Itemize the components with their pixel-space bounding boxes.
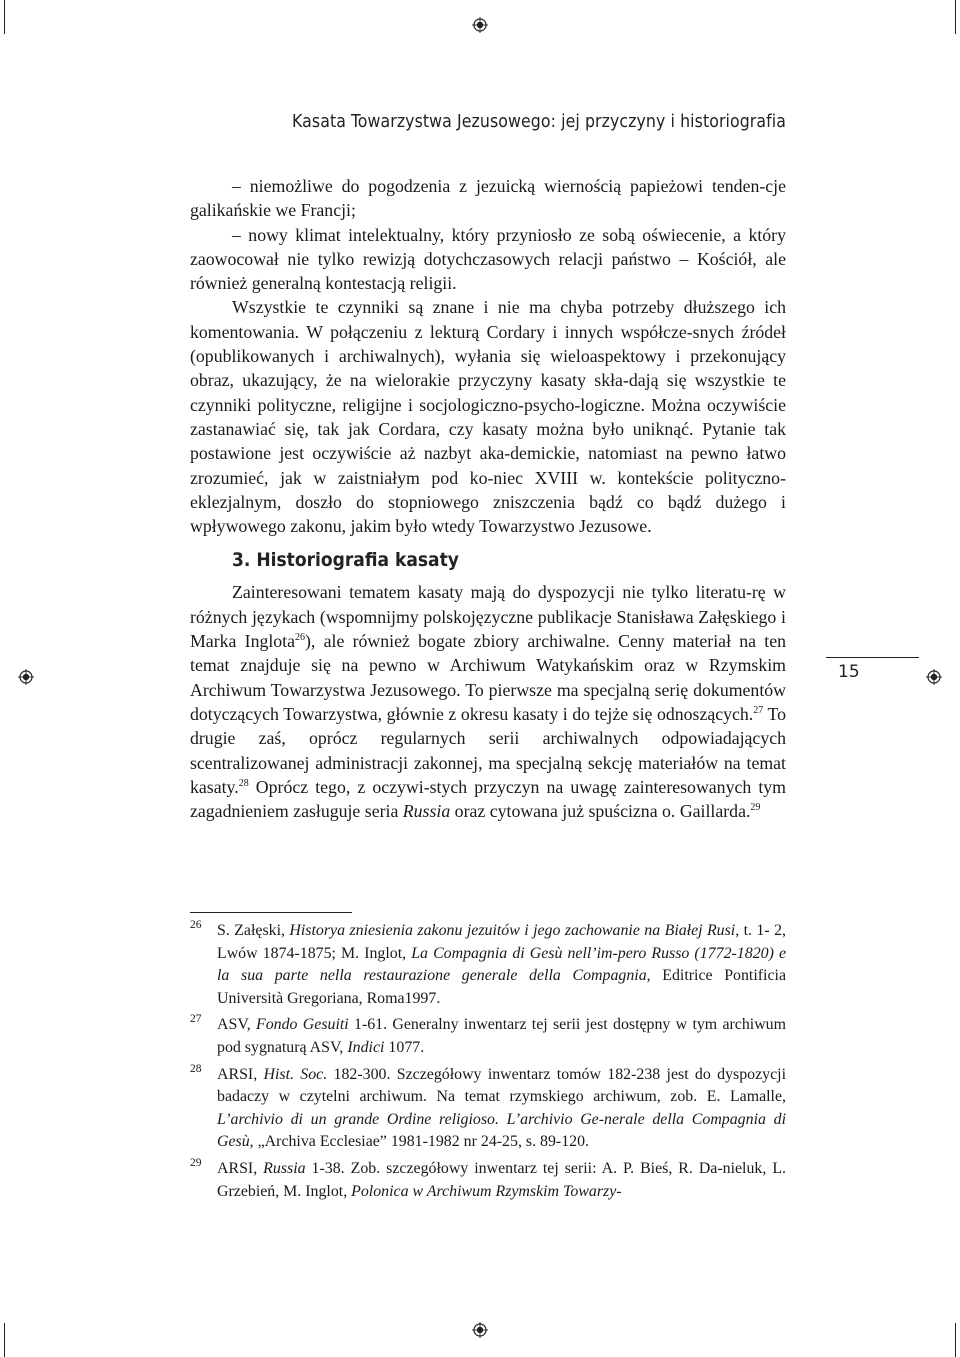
page-number: 15	[838, 662, 860, 682]
crop-line-top-right	[955, 0, 956, 34]
crop-line-bottom-right	[955, 1323, 956, 1357]
section-heading: 3. Historiografia kasaty	[232, 549, 459, 572]
footnote-separator	[190, 912, 352, 913]
running-head: Kasata Towarzystwa Jezusowego: jej przyczyny i historiografia	[292, 112, 786, 132]
crop-line-top-left	[4, 0, 5, 34]
footnote: 26 S. Załęski, Historya zniesienia zakonu jezuitów i jego zachowanie na Białej Rusi, t. 1- 2, Lwów 1874-1875; M. Inglot, La Compagnia di Gesù nell’im-pero Russo (1772-1820) e la sua parte nella restaurazione generale della Compagnia, Editrice Pontificia Università Gregoriana, Roma1997.	[190, 919, 787, 1007]
registration-mark-icon	[18, 669, 34, 685]
footnote: 28 ARSI, Hist. Soc. 182-300. Szczegółowy inwentarz tomów 182-238 jest do dyspozycji badaczy w czytelni archiwum. Na temat rzymskiego archiwum, zob. E. Lamalle, L’archivio di un grande Ordine religioso. L’archivio Ge-nerale della Compagnia di Gesù, „Archiva Ecclesiae” 1981-1982 nr 24-25, s. 89-120.	[190, 1062, 786, 1151]
body-text	[190, 174, 786, 823]
paragraph: Wszystkie te czynniki są znane i nie ma chyba potrzeby dłuższego ich komentowania. W połączeniu z lekturą Cordary i innych współcze-snych źródeł (opublikowanych i archiwalnych), wyłania się wieloaspektowy i przekonujący obraz, ukazujący, że na wielorakie przyczyny kasaty skła-dają się wszystkie te czynniki polityczne, religijne i socjologiczno-psycho-logiczne. Można oczywiście zastanawiać się, tak jak Cordara, czy kasaty można było uniknąć. Pytanie tak postawione jest oczywiście aż nazbyt aka-demickie, natomiast na pewno łatwo zrozumieć, jak w zaistniałym pod ko-niec XVIII w. kontekście polityczno-eklezjalnym, doszło do stopniowego zniszczenia bądź co bądź dużego i wpływowego zakonu, jakim było wtedy Towarzystwo Jezusowe.	[190, 297, 786, 537]
footnote-number: 28	[190, 1062, 202, 1075]
footnote-number: 29	[190, 1156, 202, 1169]
registration-mark-icon	[926, 669, 942, 685]
footnote: 27 ASV, Fondo Gesuiti 1-61. Generalny inwentarz tej serii jest dostępny w tym archiwum pod sygnaturą ASV, Indici 1077.	[190, 1013, 786, 1056]
list-item: – nowy klimat intelektualny, który przyniosło ze sobą oświecenie, a który zaowocował nie tylko rewizją dotychczasowych relacji państwo – Kościół, ale również generalną kontestacją religii.	[190, 224, 786, 294]
footnotes	[190, 920, 786, 1207]
footnote-number: 27	[190, 1013, 202, 1026]
page-number-rule	[826, 657, 919, 658]
crop-line-bottom-left	[4, 1323, 5, 1357]
footnote-ref[interactable]: 27	[753, 704, 764, 716]
paragraph: Zainteresowani tematem kasaty mają do dyspozycji nie tylko literatu-rę w różnych językach (wspomnijmy polskojęzyczne publikacje Stanisława Załęskiego i Marka Inglota$^{26}$), ale również bogate zbiory archiwalne. Cenny materiał na ten temat znajduje się na pewno w Archiwum Watykańskim oraz w Rzymskim Archiwum Towarzystwa Jezusowego. To pierwsze ma specjalną serię dokumentów dotyczących Towarzystwa, głównie z okresu kasaty i do tejże się odnoszących.$^{27}$ To drugie zaś, oprócz regularnych serii archiwalnych odpowiadających scentralizowanej administracji zakonnej, ma specjalną sekcję materiałów na temat kasaty.$^{28}$ Oprócz tego, z oczywi-stych przyczyn na uwagę zainteresowanych tym zagadnieniem zasługuje seria Russia oraz cytowana już spuścizna o. Gaillarda.$^{29}$	[190, 582, 786, 822]
registration-mark-icon	[472, 17, 488, 33]
footnote-ref[interactable]: 29	[750, 802, 761, 814]
list-item: – niemożliwe do pogodzenia z jezuicką wiernością papieżowi tenden-cje galikańskie we Francji;	[190, 176, 786, 221]
registration-mark-icon	[472, 1322, 488, 1338]
footnote-number: 26	[190, 919, 202, 931]
footnote-ref[interactable]: 28	[238, 777, 249, 789]
footnote-ref[interactable]: 26	[295, 632, 306, 644]
footnote: 29 ARSI, Russia 1-38. Zob. szczegółowy inwentarz tej serii: A. P. Bieś, R. Da-nieluk, L. Grzebień, M. Inglot, Polonica w Archiwum Rzymskim Towarzy-	[190, 1156, 786, 1200]
